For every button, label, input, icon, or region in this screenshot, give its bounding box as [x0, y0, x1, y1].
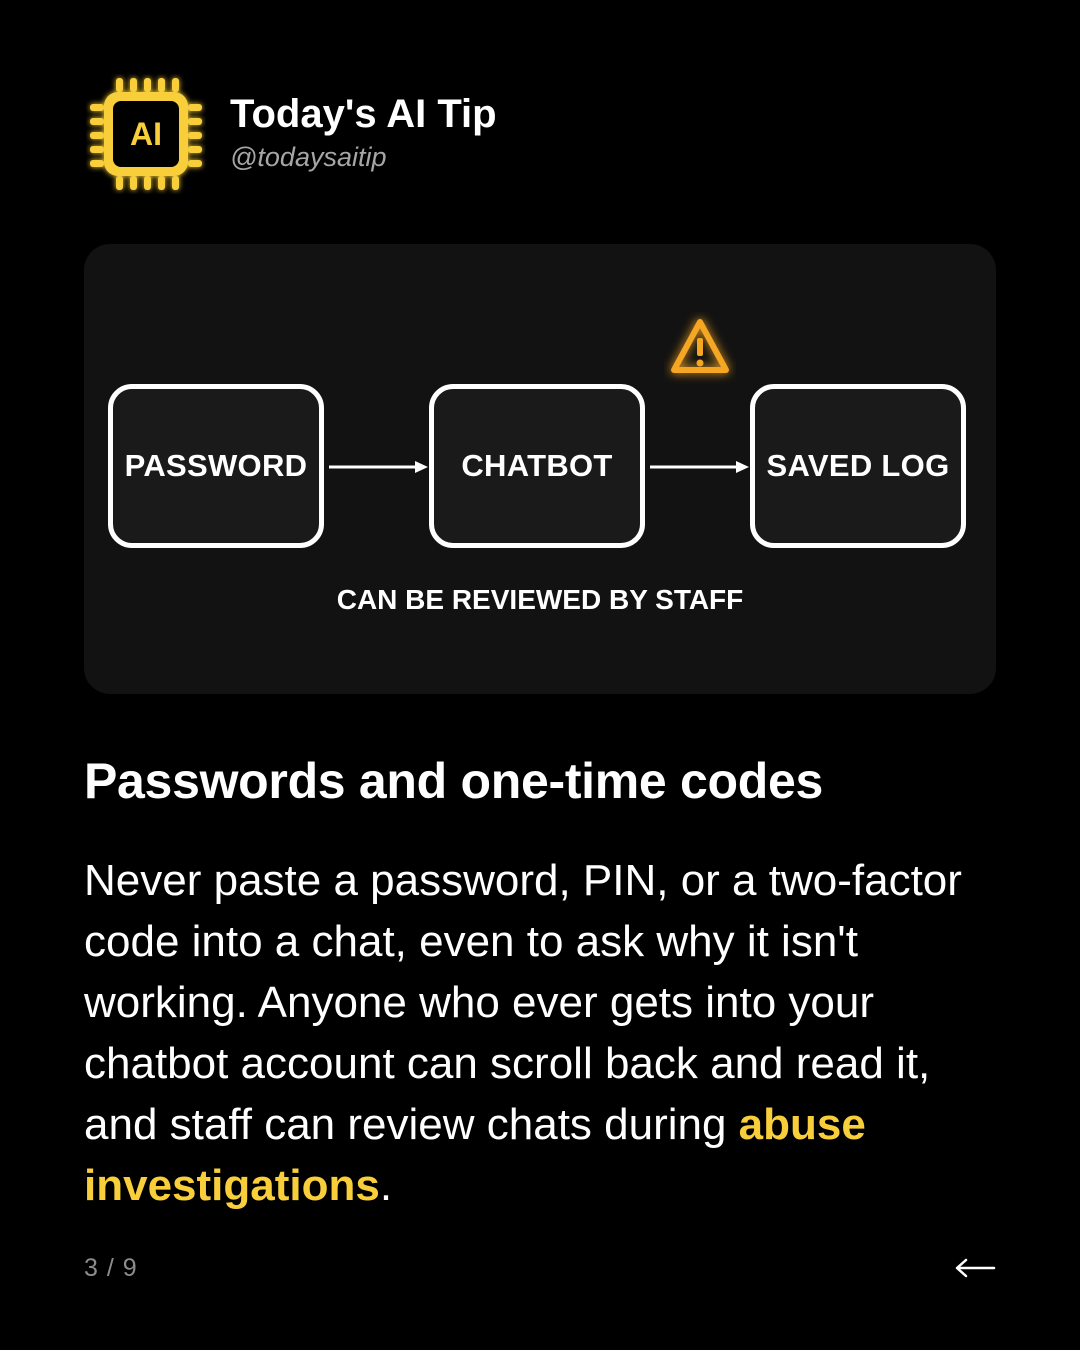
arrow-right-icon — [329, 460, 429, 474]
tip-body — [84, 850, 994, 1216]
chatbot-node — [429, 384, 645, 548]
logo-text: AI — [130, 116, 162, 152]
arrow-right-icon — [650, 460, 750, 474]
ai-chip-logo-icon — [86, 74, 206, 194]
tip-body-end: . — [379, 1161, 393, 1210]
saved-log-node-label: SAVED LOG — [766, 448, 950, 483]
chatbot-node-label: CHATBOT — [461, 448, 613, 483]
page-indicator: 3 / 9 — [84, 1254, 138, 1282]
tip-heading: Passwords and one-time codes — [84, 753, 824, 809]
account-title: Today's AI Tip — [230, 92, 497, 136]
highlighted-phrase: abuse investigations — [84, 1100, 866, 1210]
password-node-label: PASSWORD — [124, 448, 308, 483]
account-handle: @todaysaitip — [230, 142, 387, 172]
diagram-caption: CAN BE REVIEWED BY STAFF — [336, 584, 744, 615]
diagram-panel — [84, 244, 996, 694]
saved-log-node — [750, 384, 966, 548]
tip-body-text: Never paste a password, PIN, or a two-factor code into a chat, even to ask why it isn't working. Anyone who ever gets into your chatbot account can scroll back and read it, and staff can review chats during — [84, 856, 962, 1149]
header — [86, 74, 786, 194]
warning-triangle-icon — [664, 312, 736, 384]
password-node — [108, 384, 324, 548]
back-arrow-icon[interactable] — [954, 1254, 996, 1282]
